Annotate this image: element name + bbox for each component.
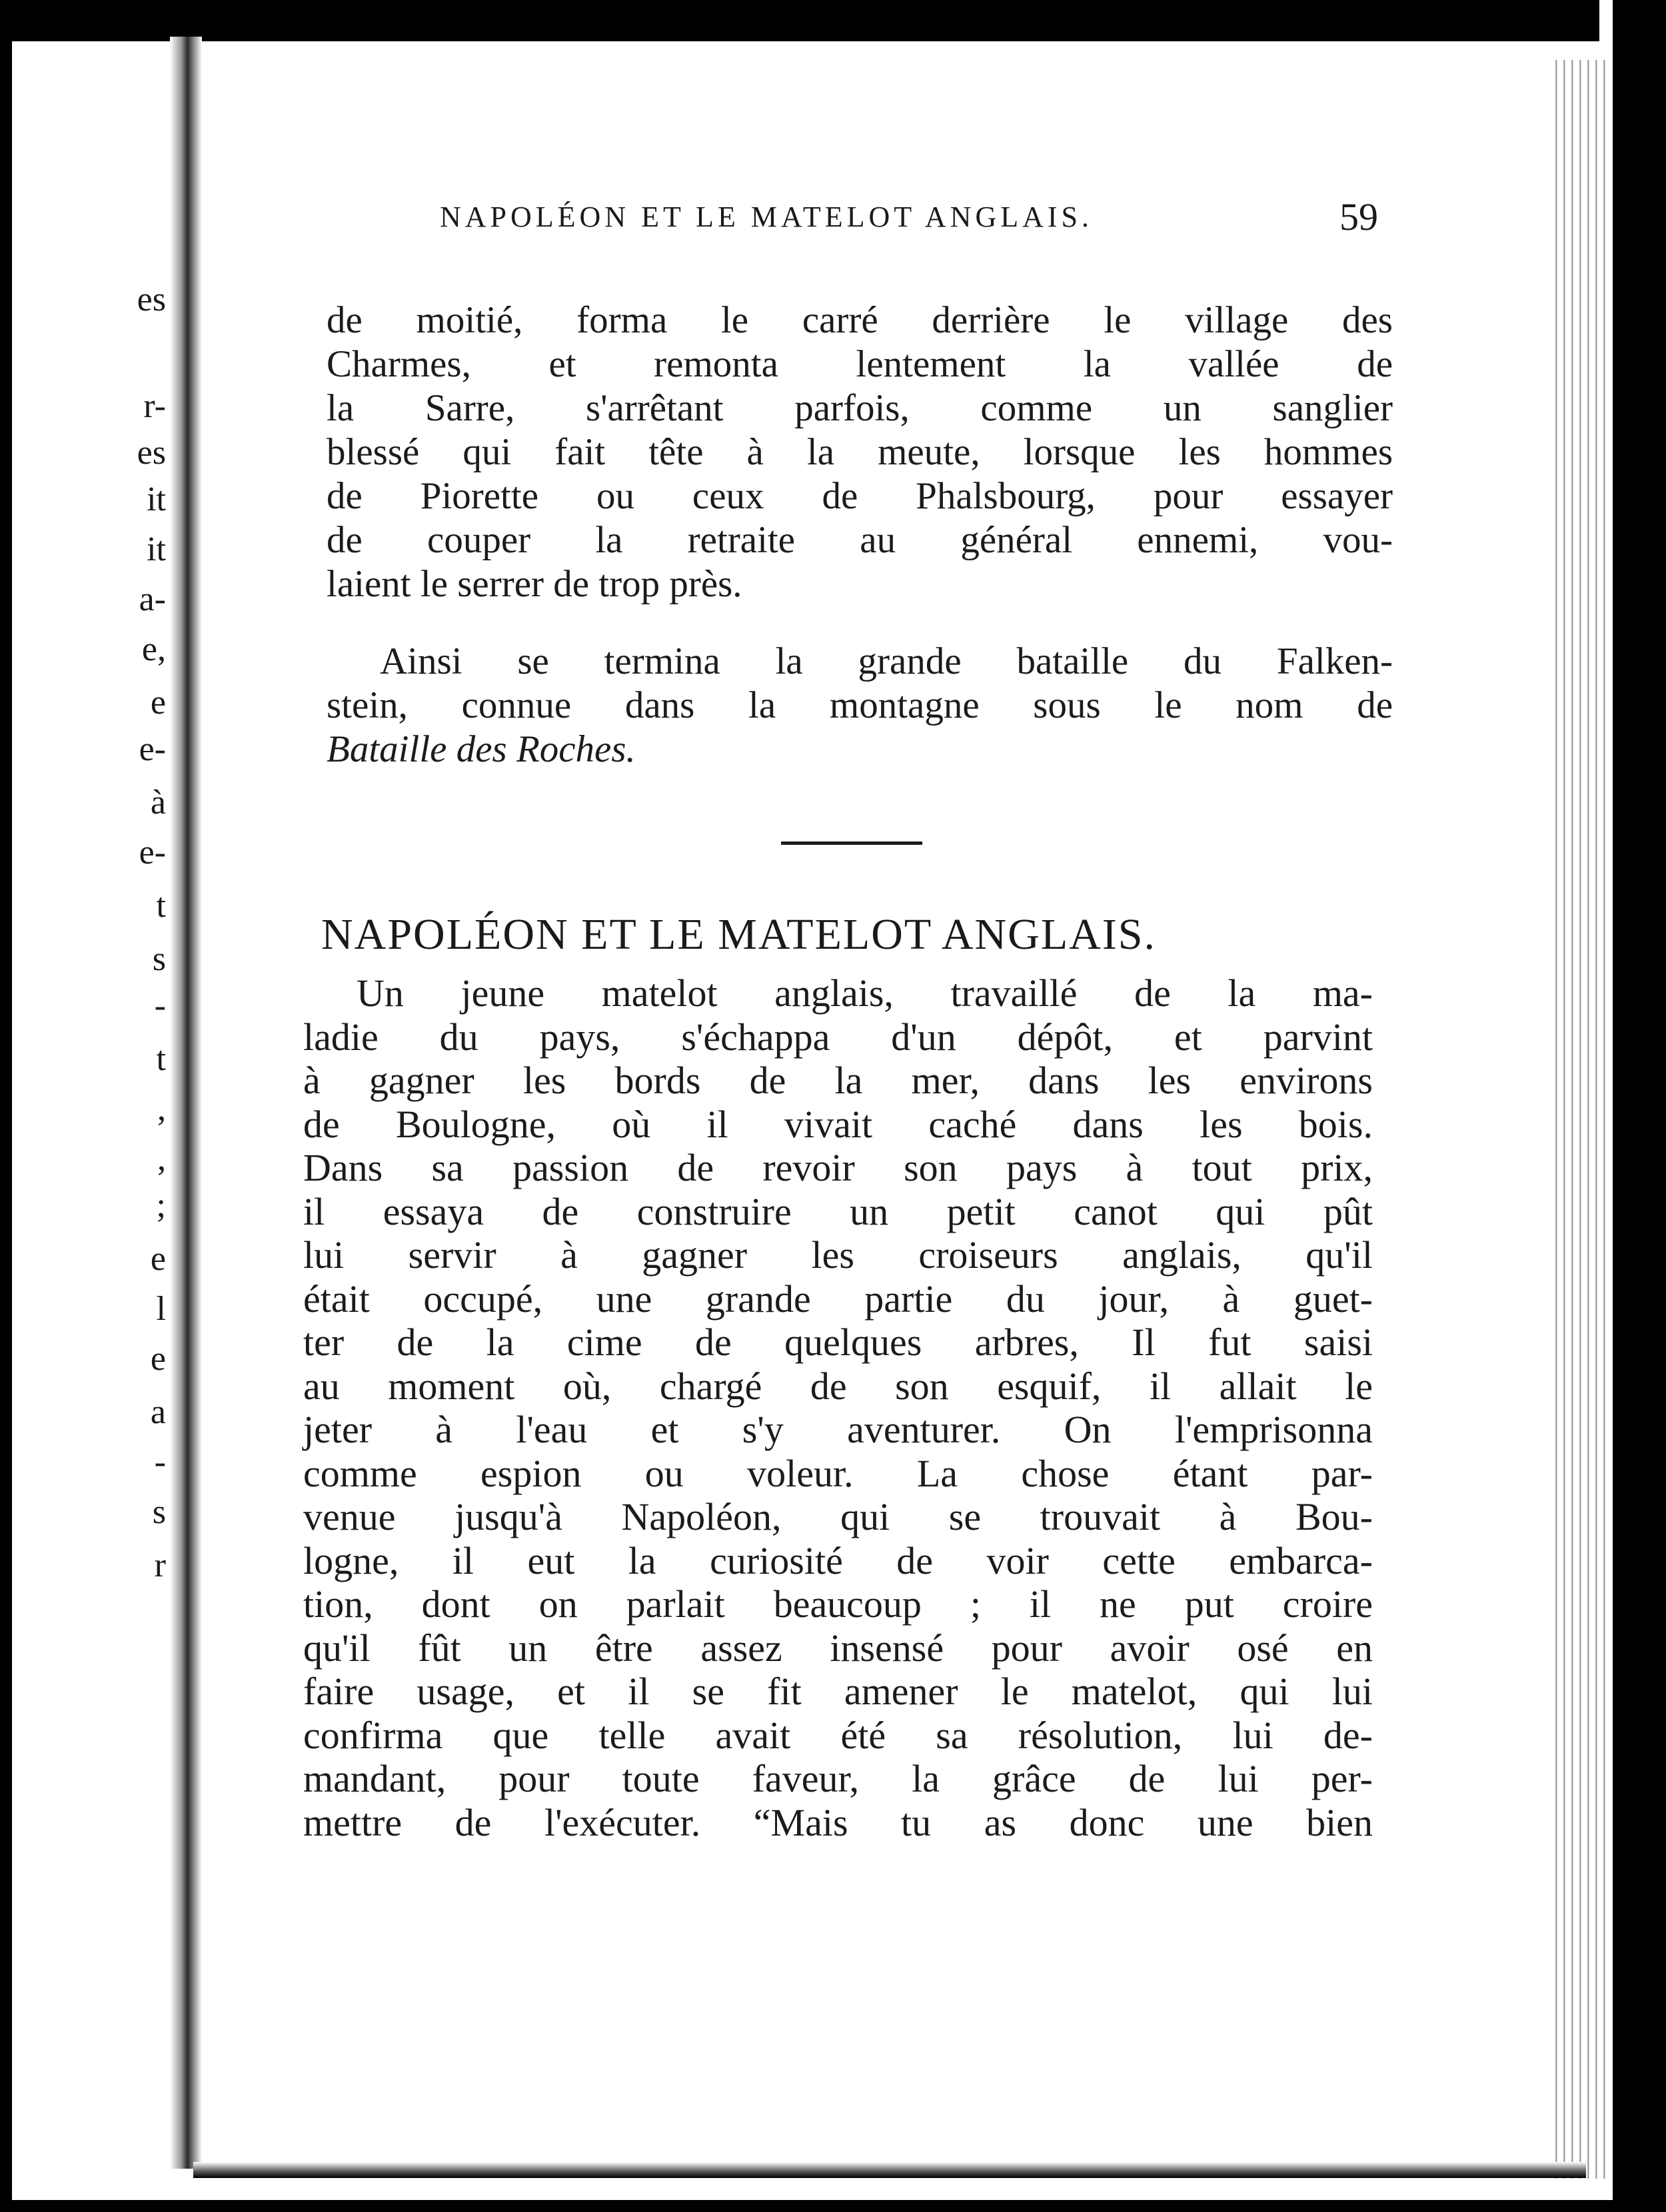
- text-line: tion, dont on parlait beaucoup ; il ne put croire: [303, 1582, 1373, 1626]
- book-gutter: [170, 37, 202, 2169]
- scan-border-top: [0, 0, 1599, 41]
- running-head: NAPOLÉON ET LE MATELOT ANGLAIS.: [440, 201, 1093, 233]
- text-line: à gagner les bords de la mer, dans les environs: [303, 1059, 1373, 1102]
- text-line: Un jeune matelot anglais, travaillé de la ma-: [357, 971, 1373, 1015]
- left-page-text-fragment: es: [137, 280, 166, 318]
- paragraph-2: [327, 640, 1393, 772]
- text-line: Dans sa passion de revoir son pays à tout prix,: [303, 1146, 1373, 1189]
- left-page-text-fragment: es: [137, 434, 166, 472]
- text-line: ladie du pays, s'échappa d'un dépôt, et parvint: [303, 1015, 1373, 1059]
- left-page-text-fragment: s: [152, 940, 166, 978]
- page-bottom-edge: [193, 2162, 1586, 2178]
- text-line: comme espion ou voleur. La chose étant par-: [303, 1451, 1373, 1495]
- left-page-text-fragment: it: [147, 530, 166, 568]
- text-line: mettre de l'exécuter. “Mais tu as donc une bien: [303, 1800, 1373, 1844]
- text-line: Charmes, et remonta lentement la vallée de: [327, 343, 1393, 385]
- left-page-text-fragment: e-: [139, 833, 166, 871]
- text-line: de Piorette ou ceux de Phalsbourg, pour essayer: [327, 475, 1393, 517]
- text-line: ter de la cime de quelques arbres, Il fut saisi: [303, 1321, 1373, 1364]
- left-page-text-fragment: t: [156, 1040, 166, 1078]
- text-line: laient le serrer de trop près.: [327, 563, 742, 605]
- scan-border-bottom: [0, 2200, 1666, 2212]
- section-divider-rule: [781, 841, 922, 845]
- italic-title-line: Bataille des Roches.: [327, 728, 636, 770]
- left-page-text-fragment: ;: [156, 1187, 166, 1225]
- text-line: la Sarre, s'arrêtant parfois, comme un sanglier: [327, 387, 1393, 429]
- left-page-text-fragment: e: [150, 1340, 166, 1378]
- left-page-text-fragment: ,: [157, 1140, 166, 1178]
- scan-border-right: [1613, 0, 1666, 2212]
- paragraph-1: [327, 298, 1393, 606]
- left-page-text-fragment: a: [150, 1393, 166, 1431]
- left-page-text-fragment: a-: [139, 580, 166, 618]
- left-page-text-fragment: e-: [139, 730, 166, 768]
- text-line: lui servir à gagner les croiseurs anglais, qu'il: [303, 1233, 1373, 1277]
- left-page-text-fragment: e: [150, 1240, 166, 1278]
- text-line: venue jusqu'à Napoléon, qui se trouvait à Bou-: [303, 1495, 1373, 1538]
- left-page-text-fragment: e: [150, 684, 166, 722]
- text-line: il essaya de construire un petit canot qui pût: [303, 1189, 1373, 1233]
- left-page-text-fragment: r: [154, 1546, 166, 1584]
- left-page-text-fragment: ,: [157, 1090, 166, 1128]
- left-page-text-fragment: t: [156, 887, 166, 925]
- text-line: était occupé, une grande partie du jour, à guet-: [303, 1277, 1373, 1321]
- text-line: blessé qui fait tête à la meute, lorsque les hommes: [327, 431, 1393, 473]
- left-page-text-fragment: -: [154, 1443, 166, 1481]
- paragraph-3: [303, 971, 1373, 1844]
- text-line: stein, connue dans la montagne sous le nom de: [327, 684, 1393, 726]
- text-line: qu'il fût un être assez insensé pour avoir osé en: [303, 1626, 1373, 1670]
- left-page-text-fragment: it: [147, 480, 166, 518]
- text-line: de moitié, forma le carré derrière le village des: [327, 299, 1393, 341]
- text-line: de Boulogne, où il vivait caché dans les bois.: [303, 1102, 1373, 1146]
- text-line: jeter à l'eau et s'y aventurer. On l'emprisonna: [303, 1408, 1373, 1451]
- page-stack-edge: [1549, 60, 1609, 2179]
- section-title: NAPOLÉON ET LE MATELOT ANGLAIS.: [321, 910, 1156, 959]
- text-line: confirma que telle avait été sa résolution, lui de-: [303, 1713, 1373, 1757]
- text-line: Ainsi se termina la grande bataille du Falken-: [380, 640, 1393, 682]
- text-line: logne, il eut la curiosité de voir cette embarca-: [303, 1538, 1373, 1582]
- left-page-text-fragment: e,: [141, 630, 166, 668]
- left-page-text-fragment: l: [156, 1290, 166, 1328]
- left-page-text-fragment: à: [150, 784, 166, 822]
- text-line: de couper la retraite au général ennemi, vou-: [327, 519, 1393, 561]
- left-page-fragment: [0, 267, 170, 1965]
- left-page-text-fragment: -: [154, 987, 166, 1025]
- left-page-text-fragment: s: [152, 1493, 166, 1531]
- text-line: mandant, pour toute faveur, la grâce de lui per-: [303, 1757, 1373, 1800]
- page-number: 59: [1339, 195, 1378, 239]
- text-line: faire usage, et il se fit amener le matelot, qui lui: [303, 1670, 1373, 1713]
- left-page-text-fragment: r-: [143, 387, 166, 425]
- text-line: au moment où, chargé de son esquif, il allait le: [303, 1364, 1373, 1408]
